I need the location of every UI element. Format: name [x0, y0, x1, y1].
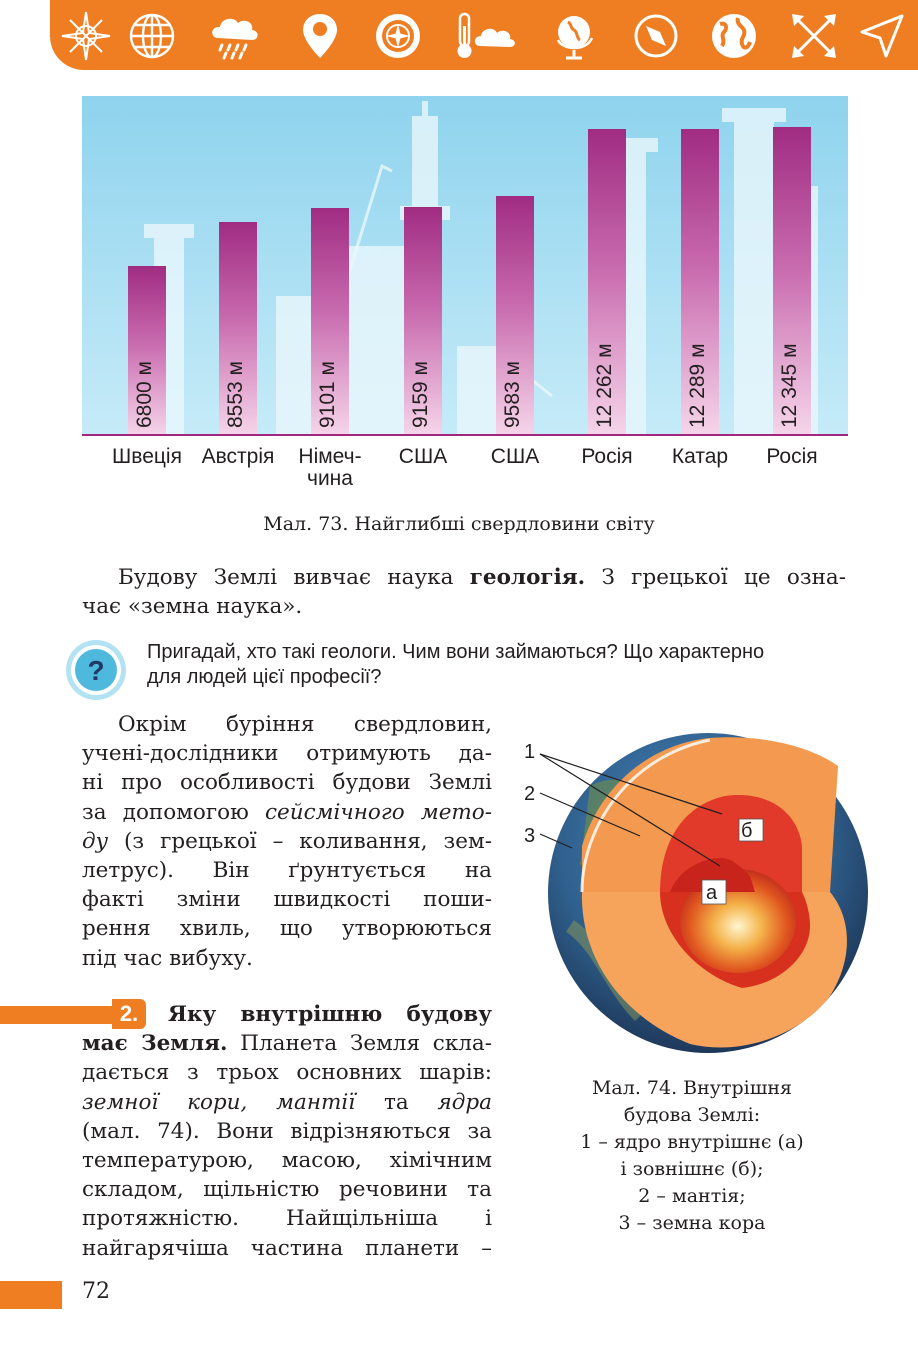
bar-value-label: 9159 м: [409, 361, 432, 428]
label-3: 3: [524, 825, 536, 847]
navigation-arrow-icon: [856, 10, 908, 62]
category-label: США: [490, 445, 540, 468]
thermometer-cloud-icon: [454, 10, 524, 62]
bar-6: [588, 129, 626, 436]
label-a: а: [706, 882, 718, 904]
compass-dial-icon: [372, 10, 424, 62]
question-mark-icon: [64, 638, 128, 702]
bar-value-label: 9583 м: [501, 361, 524, 428]
compass-rose-icon: [60, 10, 112, 62]
bar-2: [219, 222, 257, 436]
compass-needle-icon: [630, 10, 682, 62]
page-number-strip: [0, 1281, 62, 1309]
bar-4: [404, 207, 442, 436]
bar-value-label: 12 289 м: [686, 343, 709, 428]
category-label: Німеч- чина: [298, 445, 362, 490]
globe-grid-icon: [126, 10, 178, 62]
x-axis-line: [82, 434, 848, 436]
section-2-paragraph: Яку внутрішню будову має Земля. Планета Земля скла- дається з трьох основних шарів: земної кори, мантії та ядра (мал. 74). Вони відрізняються за температурою, масою, хімічним складом, щільністю речовини та протяжністю. Найщільніша і найгарячіша частина планети –: [82, 1002, 492, 1261]
question-text: Пригадай, хто такі геологи. Чим вони займаються? Що характерно для людей цієї професії?: [147, 641, 765, 688]
arrows-icon: [788, 10, 840, 62]
bar-value-label: 9101 м: [316, 361, 339, 428]
category-label: Росія: [581, 445, 633, 468]
page-number: 72: [82, 1279, 110, 1304]
bar-value-label: 12 345 м: [778, 343, 801, 428]
location-pin-icon: [294, 10, 346, 62]
bar-value-label: 6800 м: [133, 361, 156, 428]
term-geology: геологія.: [469, 565, 586, 590]
bar-7: [681, 129, 719, 436]
seismic-paragraph: Окрім буріння свердловин, учені-дослідники отримують да- ні про особливості будови Землі за допомогою сейсмічного мето- ду (з грецької – коливання, зем- летрус). Він ґрунтується на факті зміни швидкості поши- рення хвиль, що утворюються під час вибуху.: [82, 712, 493, 971]
bar-value-label: 12 262 м: [593, 343, 616, 428]
label-2: 2: [524, 783, 536, 805]
bar-1: [128, 266, 166, 436]
category-label: Австрія: [201, 445, 275, 468]
category-label: Катар: [671, 445, 729, 468]
bar-8: [773, 127, 811, 436]
oil-rig-background: [82, 96, 848, 436]
category-label: Росія: [766, 445, 818, 468]
earth-structure-figure: [510, 726, 890, 1060]
label-b: б: [741, 820, 753, 842]
bar-3: [311, 208, 349, 436]
desk-globe-icon: [548, 10, 600, 62]
label-1: 1: [524, 741, 536, 763]
chart-area: [82, 96, 848, 436]
header-band: [50, 0, 918, 70]
figure-73-caption: Мал. 73. Найглибші свердловини світу: [263, 513, 655, 535]
world-globe-icon: [708, 10, 760, 62]
section-number-badge: 2.: [112, 999, 146, 1029]
bar-5: [496, 196, 534, 436]
category-label: США: [398, 445, 448, 468]
category-label: Швеція: [112, 445, 182, 468]
bar-value-label: 8553 м: [224, 361, 247, 428]
section-2-heading: Яку внутрішню будову: [168, 1002, 492, 1027]
svg-text:?: ?: [87, 655, 105, 686]
rain-cloud-icon: [208, 10, 260, 62]
figure-74-caption: Мал. 74. Внутрішня будова Землі: 1 – ядро внутрішнє (а) і зовнішнє (б); 2 – мантія; 3 – земна кора: [580, 1077, 804, 1234]
intro-paragraph: Будову Землі вивчає наука геологія. З грецької це озна- чає «земна наука».: [82, 565, 847, 620]
term-seismic-method: сейсмічного мето-: [265, 799, 493, 825]
